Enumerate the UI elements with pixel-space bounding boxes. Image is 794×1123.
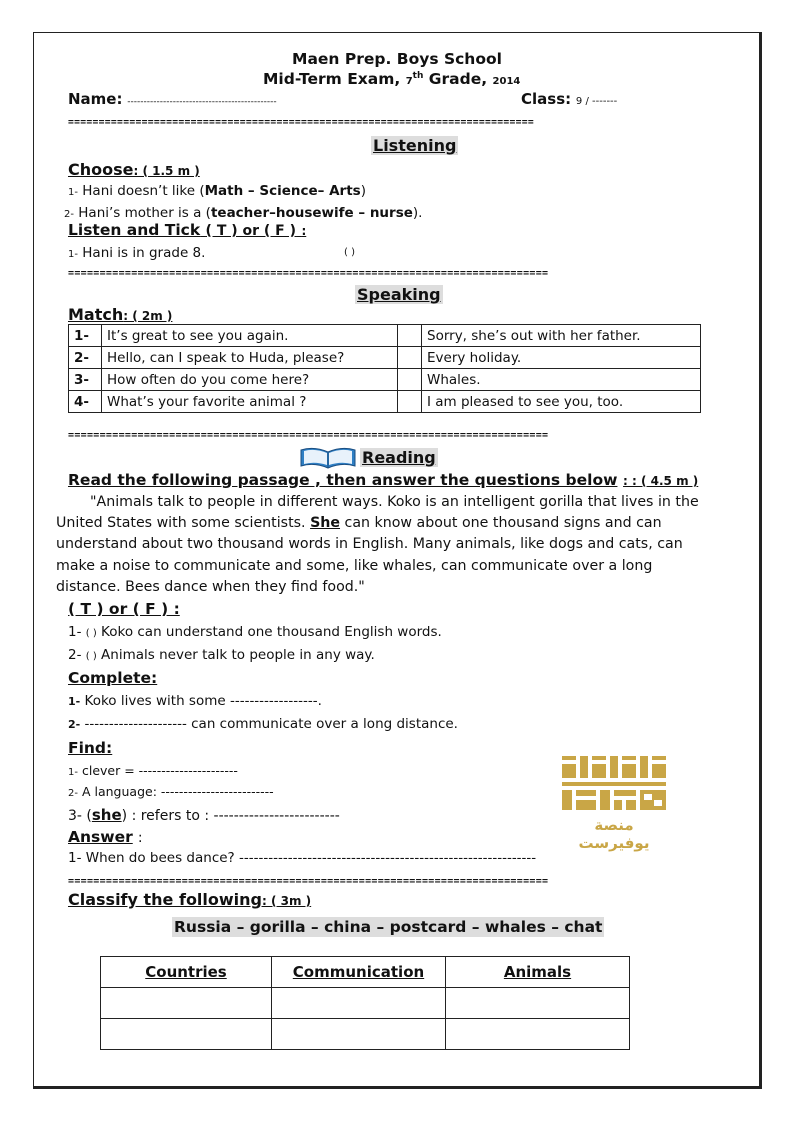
- answer-question[interactable]: 1- When do bees dance? -------------------------------------------------------------: [68, 850, 537, 866]
- find-item-text: clever = ----------------------: [81, 763, 238, 778]
- match-answer-cell[interactable]: [398, 347, 422, 369]
- complete-item-text: --------------------- can communicate over a long distance.: [84, 716, 458, 732]
- complete-item-num: 2-: [68, 718, 81, 731]
- watermark-text: منصة يوفيرست: [578, 816, 650, 852]
- tick-heading: [68, 221, 306, 239]
- grade-suffix-sup: th: [412, 70, 424, 81]
- tf-item-text: Koko can understand one thousand English words.: [101, 624, 442, 640]
- match-left-item: Hello, can I speak to Huda, please?: [102, 347, 398, 369]
- section-title-listening: Listening: [373, 136, 457, 155]
- complete-item[interactable]: [68, 716, 458, 732]
- tick-q1-text: Hani is in grade 8.: [82, 245, 206, 261]
- passage-text-start: "Animals talk to people in different ways. Koko is an intelligent gorilla that lives in the United States with some scientists.: [56, 494, 699, 532]
- tf-item-text: Animals never talk to people in any way.: [101, 647, 375, 663]
- school-name: Maen Prep. Boys School: [292, 50, 502, 68]
- refer-item[interactable]: [68, 806, 340, 824]
- find-heading: Find:: [68, 739, 113, 757]
- classify-heading: [68, 890, 311, 909]
- separator-line: ============================================================================: [68, 430, 549, 441]
- match-right-item: I am pleased to see you, too.: [422, 391, 701, 413]
- choose-q1-end: ): [360, 183, 366, 199]
- tf-answer-box[interactable]: ( ): [85, 628, 97, 639]
- match-row: [69, 347, 701, 369]
- match-row-number: 4-: [69, 391, 102, 413]
- section-title-speaking: Speaking: [357, 285, 441, 304]
- find-item-num: 2-: [68, 788, 78, 799]
- passage-she: She: [310, 515, 341, 532]
- match-table: [68, 324, 701, 413]
- separator-line: ============================================================================: [68, 117, 535, 128]
- classify-answer-row: [101, 1019, 630, 1050]
- match-row-number: 2-: [69, 347, 102, 369]
- find-item[interactable]: [68, 784, 274, 799]
- choose-label: Choose: [68, 160, 134, 179]
- classify-label: Classify the following: [68, 890, 262, 909]
- choose-q2-end: ).: [412, 205, 423, 221]
- classify-answer-cell[interactable]: [101, 1019, 272, 1050]
- grade-word: Grade,: [428, 70, 488, 88]
- reading-passage: [56, 492, 716, 598]
- match-answer-cell[interactable]: [398, 391, 422, 413]
- tf-item-num: 1-: [68, 624, 82, 640]
- match-marks: : ( 2m ): [123, 309, 173, 323]
- classify-answer-cell[interactable]: [272, 988, 446, 1019]
- tf-heading: ( T ) or ( F ) :: [68, 600, 180, 618]
- exam-prefix: Mid-Term Exam,: [263, 70, 401, 88]
- classify-header-countries: Countries: [101, 957, 272, 988]
- match-row: [69, 325, 701, 347]
- book-icon: [298, 444, 358, 470]
- match-row-number: 1-: [69, 325, 102, 347]
- tick-q1-answer-box[interactable]: ( ): [344, 247, 355, 258]
- refer-num: 3- (: [68, 808, 92, 824]
- class-line[interactable]: [521, 90, 617, 108]
- choose-marks: : ( 1.5 m ): [133, 164, 200, 178]
- match-row: [69, 369, 701, 391]
- answer-heading: [68, 827, 143, 846]
- classify-header-row: [101, 957, 630, 988]
- classify-marks: : ( 3m ): [262, 894, 312, 908]
- tf-item-num: 2-: [68, 647, 82, 663]
- choose-q1-options: Math – Science– Arts: [204, 183, 361, 199]
- choose-q1-num: 1-: [68, 187, 78, 198]
- match-answer-cell[interactable]: [398, 325, 422, 347]
- name-line[interactable]: [68, 90, 277, 108]
- find-item-num: 1-: [68, 767, 78, 778]
- class-label: Class:: [521, 90, 572, 108]
- tick-q1: [68, 245, 205, 261]
- match-right-item: Whales.: [422, 369, 701, 391]
- refer-text: ) : refers to : -------------------------: [121, 808, 340, 824]
- classify-table: [100, 956, 630, 1050]
- complete-heading: Complete:: [68, 669, 158, 687]
- exam-title: [263, 70, 520, 88]
- grade-number: 7: [405, 76, 413, 87]
- separator-line: ============================================================================: [68, 268, 549, 279]
- classify-answer-cell[interactable]: [446, 1019, 630, 1050]
- tick-options: ( T ) or ( F ): [205, 223, 297, 239]
- choose-q1: [68, 183, 366, 199]
- tf-item: [68, 647, 375, 663]
- separator-line: ============================================================================: [68, 876, 549, 887]
- complete-item-num: 1-: [68, 695, 81, 708]
- choose-q2-num: 2-: [64, 209, 74, 220]
- choose-q2: [64, 205, 422, 221]
- classify-header-animals: Animals: [446, 957, 630, 988]
- tick-label: Listen and Tick: [68, 221, 201, 239]
- name-label: Name:: [68, 90, 123, 108]
- match-row-number: 3-: [69, 369, 102, 391]
- match-left-item: What’s your favorite animal ?: [102, 391, 398, 413]
- classify-answer-cell[interactable]: [101, 988, 272, 1019]
- tick-colon: :: [301, 224, 307, 238]
- choose-q2-text: Hani’s mother is a (: [78, 205, 211, 221]
- classify-word-bank: Russia – gorilla – china – postcard – whales – chat: [174, 918, 603, 936]
- complete-item[interactable]: [68, 693, 322, 709]
- watermark-logo: [562, 756, 666, 852]
- match-answer-cell[interactable]: [398, 369, 422, 391]
- kufic-logo-icon: [562, 756, 666, 810]
- match-left-item: It’s great to see you again.: [102, 325, 398, 347]
- match-row: [69, 391, 701, 413]
- choose-q2-options: teacher–housewife – nurse: [210, 205, 413, 221]
- tick-q1-num: 1-: [68, 249, 78, 260]
- find-item-text: A language: -------------------------: [81, 784, 274, 799]
- reading-instruction-marks: : : ( 4.5 m ): [623, 474, 699, 488]
- match-left-item: How often do you come here?: [102, 369, 398, 391]
- choose-heading: [68, 160, 200, 179]
- classify-header-communication: Communication: [272, 957, 446, 988]
- tf-answer-box[interactable]: ( ): [85, 651, 97, 662]
- exam-year: 2014: [492, 76, 521, 87]
- classify-answer-row: [101, 988, 630, 1019]
- answer-label: Answer: [68, 828, 133, 846]
- tf-item: [68, 624, 442, 640]
- classify-answer-cell[interactable]: [272, 1019, 446, 1050]
- find-item[interactable]: [68, 763, 238, 778]
- complete-item-text: Koko lives with some ------------------.: [84, 693, 322, 709]
- choose-q1-text: Hani doesn’t like (: [82, 183, 205, 199]
- section-title-reading: Reading: [362, 448, 436, 467]
- class-value: 9 / -------: [575, 96, 618, 107]
- reading-instruction-text: Read the following passage , then answer the questions below: [68, 471, 618, 489]
- name-blank: ----------------------------------------------: [127, 97, 277, 107]
- refer-word: she: [91, 806, 122, 824]
- reading-instruction: [68, 470, 698, 489]
- match-right-item: Every holiday.: [422, 347, 701, 369]
- match-label: Match: [68, 305, 124, 324]
- match-heading: [68, 305, 172, 324]
- answer-colon: :: [137, 830, 143, 846]
- passage-text-end: can know about one thousand signs and can understand about two thousand words in English. Many animals, like dogs and cats, can make a noise to communicate and some, like whales, can communicate over a long distance. Bees dance when they find food.": [56, 515, 683, 595]
- match-right-item: Sorry, she’s out with her father.: [422, 325, 701, 347]
- classify-answer-cell[interactable]: [446, 988, 630, 1019]
